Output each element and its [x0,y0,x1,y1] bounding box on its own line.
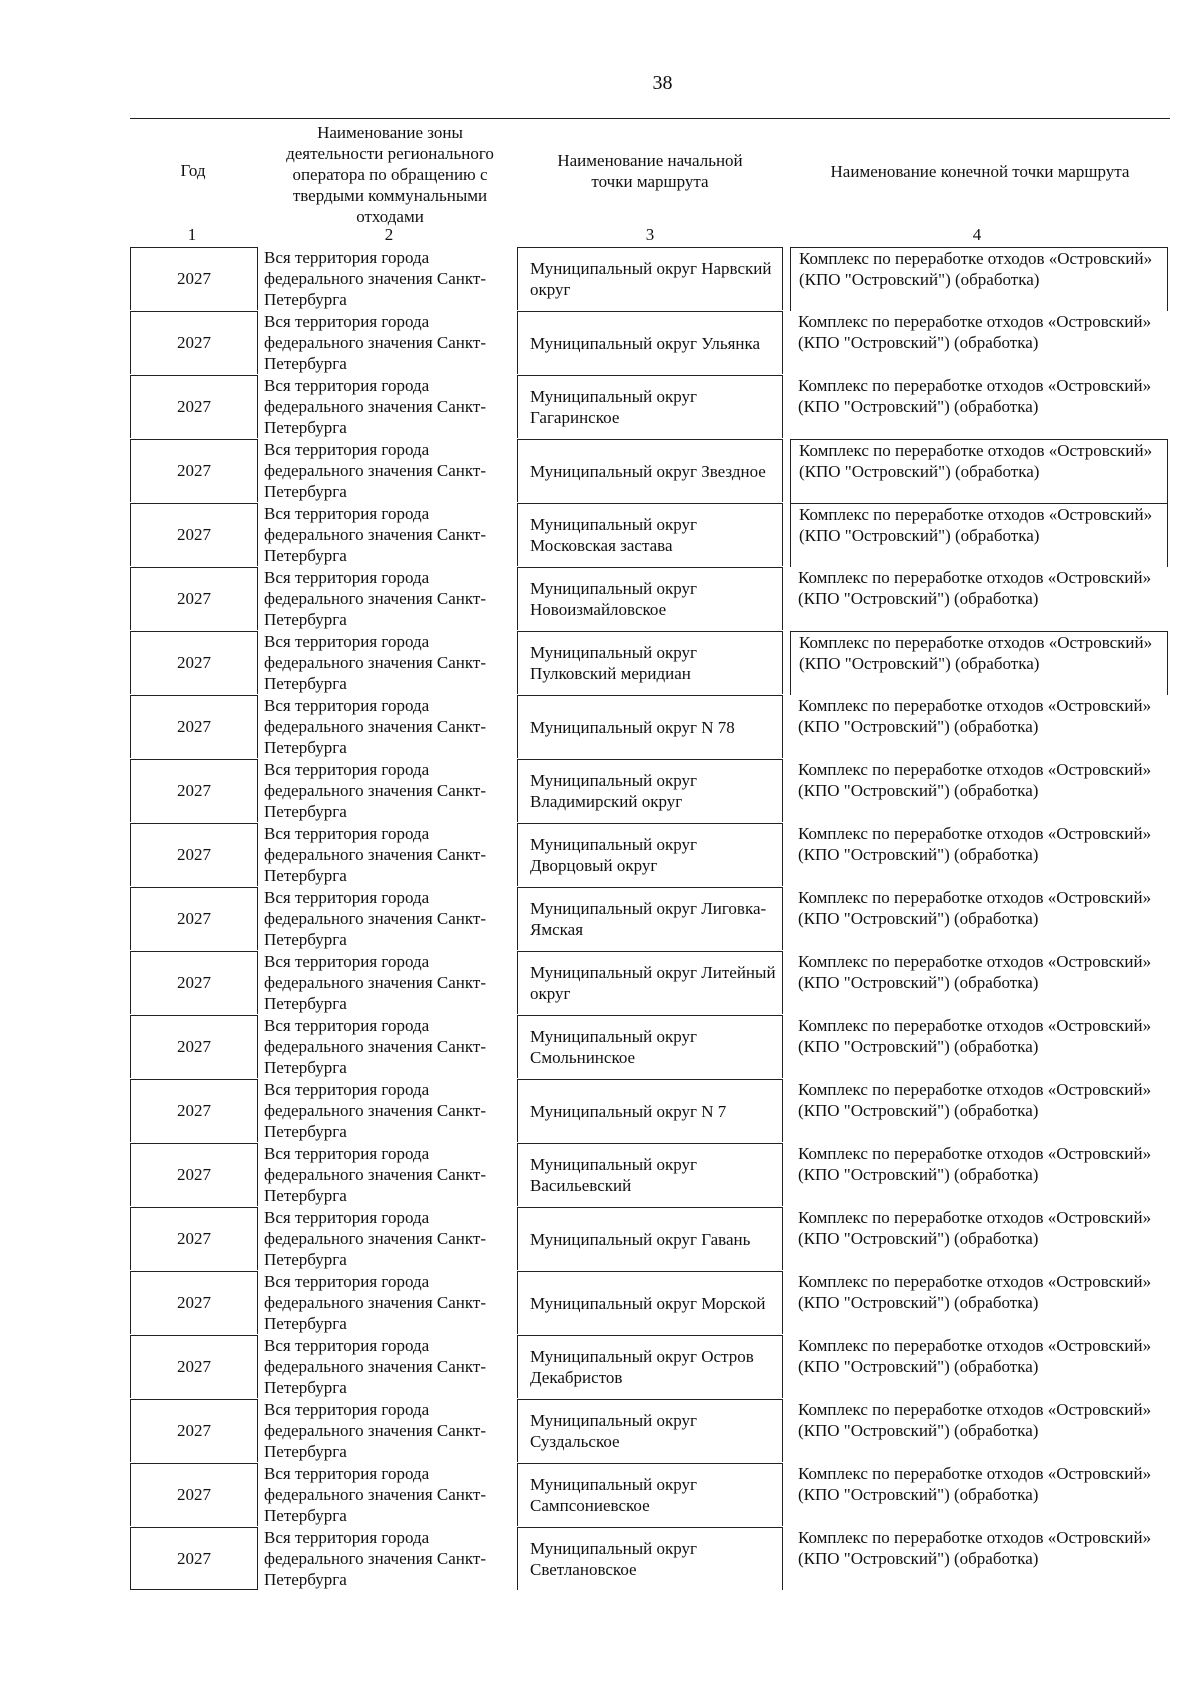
header-num-4: 4 [972,225,982,244]
zone-cell: Вся территория города федерального значения Санкт-Петербурга [264,1400,487,1461]
table-row [0,439,1200,503]
start-point-text: Муниципальный округ Гавань [530,1229,751,1249]
start-point-cell [517,759,783,822]
zone-cell: Вся территория города федерального значения Санкт-Петербурга [264,568,487,629]
year-cell: 2027 [130,567,258,630]
start-point-cell [517,951,783,1014]
zone-cell: Вся территория города федерального значения Санкт-Петербурга [264,952,487,1013]
zone-cell: Вся территория города федерального значения Санкт-Петербурга [264,1464,487,1525]
start-point-text: Муниципальный округ Васильевский [530,1155,697,1195]
start-point-cell [517,567,783,630]
table-row [0,1015,1200,1079]
table-row [0,311,1200,375]
end-point-cell: Комплекс по переработке отходов «Островский» (КПО "Островский") (обработка) [798,952,1152,992]
start-point-cell [517,503,783,566]
header-year: Год [180,161,206,180]
header-num-1: 1 [187,225,197,244]
table-row [0,1335,1200,1399]
zone-cell: Вся территория города федерального значения Санкт-Петербурга [264,888,487,949]
zone-cell: Вся территория города федерального значения Санкт-Петербурга [264,1208,487,1269]
zone-cell: Вся территория города федерального значения Санкт-Петербурга [264,760,487,821]
year-cell: 2027 [130,887,258,950]
end-point-cell: Комплекс по переработке отходов «Островский» (КПО "Островский") (обработка) [790,439,1168,503]
year-cell: 2027 [130,1271,258,1334]
zone-cell: Вся территория города федерального значения Санкт-Петербурга [264,376,487,437]
end-point-cell: Комплекс по переработке отходов «Островский» (КПО "Островский") (обработка) [798,1016,1152,1056]
zone-cell: Вся территория города федерального значения Санкт-Петербурга [264,1272,487,1333]
end-point-cell: Комплекс по переработке отходов «Островский» (КПО "Островский") (обработка) [798,1336,1152,1376]
year-cell: 2027 [130,1143,258,1206]
start-point-cell [517,1335,783,1398]
table-row [0,759,1200,823]
end-point-cell: Комплекс по переработке отходов «Островский» (КПО "Островский") (обработка) [798,696,1152,736]
zone-cell: Вся территория города федерального значения Санкт-Петербурга [264,632,487,693]
year-cell: 2027 [130,1207,258,1270]
start-point-text: Муниципальный округ Ульянка [530,333,761,353]
header-num-2: 2 [384,225,394,244]
start-point-cell [517,375,783,438]
start-point-cell [517,1271,783,1334]
year-cell: 2027 [130,503,258,566]
start-point-cell [517,247,783,310]
start-point-cell [517,631,783,694]
end-point-cell: Комплекс по переработке отходов «Островский» (КПО "Островский") (обработка) [798,824,1152,864]
end-point-cell: Комплекс по переработке отходов «Островский» (КПО "Островский") (обработка) [798,1080,1152,1120]
zone-cell: Вся территория города федерального значения Санкт-Петербурга [264,248,487,309]
start-point-text: Муниципальный округ Светлановское [530,1539,697,1579]
start-point-cell [517,1015,783,1078]
start-point-cell [517,439,783,502]
end-point-cell: Комплекс по переработке отходов «Островский» (КПО "Островский") (обработка) [798,312,1152,352]
table-row [0,567,1200,631]
table-row [0,1399,1200,1463]
start-point-text: Муниципальный округ Нарвский округ [530,259,772,299]
zone-cell: Вся территория города федерального значения Санкт-Петербурга [264,312,487,373]
end-point-cell: Комплекс по переработке отходов «Островский» (КПО "Островский") (обработка) [798,1144,1152,1184]
start-point-text: Муниципальный округ Сампсониевское [530,1475,697,1515]
end-point-cell: Комплекс по переработке отходов «Островский» (КПО "Островский") (обработка) [798,760,1152,800]
year-cell: 2027 [130,311,258,374]
start-point-text: Муниципальный округ Литейный округ [530,963,776,1003]
start-point-cell [517,1527,783,1590]
year-cell: 2027 [130,951,258,1014]
table-row [0,1143,1200,1207]
year-cell: 2027 [130,1463,258,1526]
end-point-cell: Комплекс по переработке отходов «Островский» (КПО "Островский") (обработка) [790,503,1168,567]
start-point-text: Муниципальный округ Новоизмайловское [530,579,697,619]
year-cell: 2027 [130,1015,258,1078]
table-row [0,375,1200,439]
end-point-cell: Комплекс по переработке отходов «Островский» (КПО "Островский") (обработка) [790,631,1168,695]
zone-cell: Вся территория города федерального значения Санкт-Петербурга [264,696,487,757]
zone-cell: Вся территория города федерального значения Санкт-Петербурга [264,1016,487,1077]
table-row [0,1527,1200,1591]
table-row [0,1271,1200,1335]
table-row [0,887,1200,951]
table-row [0,503,1200,567]
start-point-cell [517,1463,783,1526]
start-point-text: Муниципальный округ Суздальское [530,1411,697,1451]
header-zone: Наименование зоны деятельности регионального оператора по обращению с твердыми коммунальными отходами [286,123,494,226]
start-point-text: Муниципальный округ Звездное [530,461,766,481]
zone-cell: Вся территория города федерального значения Санкт-Петербурга [264,1144,487,1205]
end-point-cell: Комплекс по переработке отходов «Островский» (КПО "Островский") (обработка) [790,247,1168,311]
table-bottom-rule [130,1589,258,1590]
zone-cell: Вся территория города федерального значения Санкт-Петербурга [264,504,487,565]
start-point-text: Муниципальный округ Пулковский меридиан [530,643,697,683]
start-point-text: Муниципальный округ Московская застава [530,515,697,555]
year-cell: 2027 [130,375,258,438]
year-cell: 2027 [130,1527,258,1590]
zone-cell: Вся территория города федерального значения Санкт-Петербурга [264,1528,487,1589]
start-point-cell [517,311,783,374]
table-row [0,631,1200,695]
year-cell: 2027 [130,1335,258,1398]
end-point-cell: Комплекс по переработке отходов «Островский» (КПО "Островский") (обработка) [798,1272,1152,1312]
start-point-text: Муниципальный округ Смольнинское [530,1027,697,1067]
year-cell: 2027 [130,1399,258,1462]
end-point-cell: Комплекс по переработке отходов «Островский» (КПО "Островский") (обработка) [798,1464,1152,1504]
end-point-cell: Комплекс по переработке отходов «Островский» (КПО "Островский") (обработка) [798,1528,1152,1568]
start-point-cell [517,887,783,950]
year-cell: 2027 [130,823,258,886]
header-end-point: Наименование конечной точки маршрута [830,162,1130,181]
start-point-text: Муниципальный округ Остров Декабристов [530,1347,754,1387]
year-cell: 2027 [130,247,258,310]
year-cell: 2027 [130,695,258,758]
table-row [0,1463,1200,1527]
start-point-text: Муниципальный округ Лиговка-Ямская [530,899,767,939]
start-point-cell [517,1207,783,1270]
table-row [0,695,1200,759]
end-point-cell: Комплекс по переработке отходов «Островский» (КПО "Островский") (обработка) [798,1400,1152,1440]
zone-cell: Вся территория города федерального значения Санкт-Петербурга [264,1336,487,1397]
zone-cell: Вся территория города федерального значения Санкт-Петербурга [264,824,487,885]
start-point-text: Муниципальный округ N 7 [530,1101,727,1121]
start-point-text: Муниципальный округ Гагаринское [530,387,697,427]
table-row [0,1079,1200,1143]
year-cell: 2027 [130,1079,258,1142]
start-point-text: Муниципальный округ N 78 [530,717,735,737]
table-top-rule [130,118,1170,119]
year-cell: 2027 [130,439,258,502]
start-point-text: Муниципальный округ Дворцовый округ [530,835,697,875]
end-point-cell: Комплекс по переработке отходов «Островский» (КПО "Островский") (обработка) [798,376,1152,416]
end-point-cell: Комплекс по переработке отходов «Островский» (КПО "Островский") (обработка) [798,568,1152,608]
start-point-cell [517,823,783,886]
table-row [0,1207,1200,1271]
end-point-cell: Комплекс по переработке отходов «Островский» (КПО "Островский") (обработка) [798,888,1152,928]
header-num-3: 3 [645,225,655,244]
zone-cell: Вся территория города федерального значения Санкт-Петербурга [264,1080,487,1141]
page-number: 38 [652,72,673,94]
table-row [0,951,1200,1015]
start-point-cell [517,1143,783,1206]
start-point-text: Муниципальный округ Морской [530,1293,766,1313]
table-row [0,823,1200,887]
table-row [0,247,1200,311]
end-point-cell: Комплекс по переработке отходов «Островский» (КПО "Островский") (обработка) [798,1208,1152,1248]
header-start-point: Наименование начальной точки маршрута [557,151,743,191]
zone-cell: Вся территория города федерального значения Санкт-Петербурга [264,440,487,501]
start-point-cell [517,1399,783,1462]
year-cell: 2027 [130,759,258,822]
start-point-text: Муниципальный округ Владимирский округ [530,771,697,811]
start-point-cell [517,695,783,758]
start-point-cell [517,1079,783,1142]
year-cell: 2027 [130,631,258,694]
